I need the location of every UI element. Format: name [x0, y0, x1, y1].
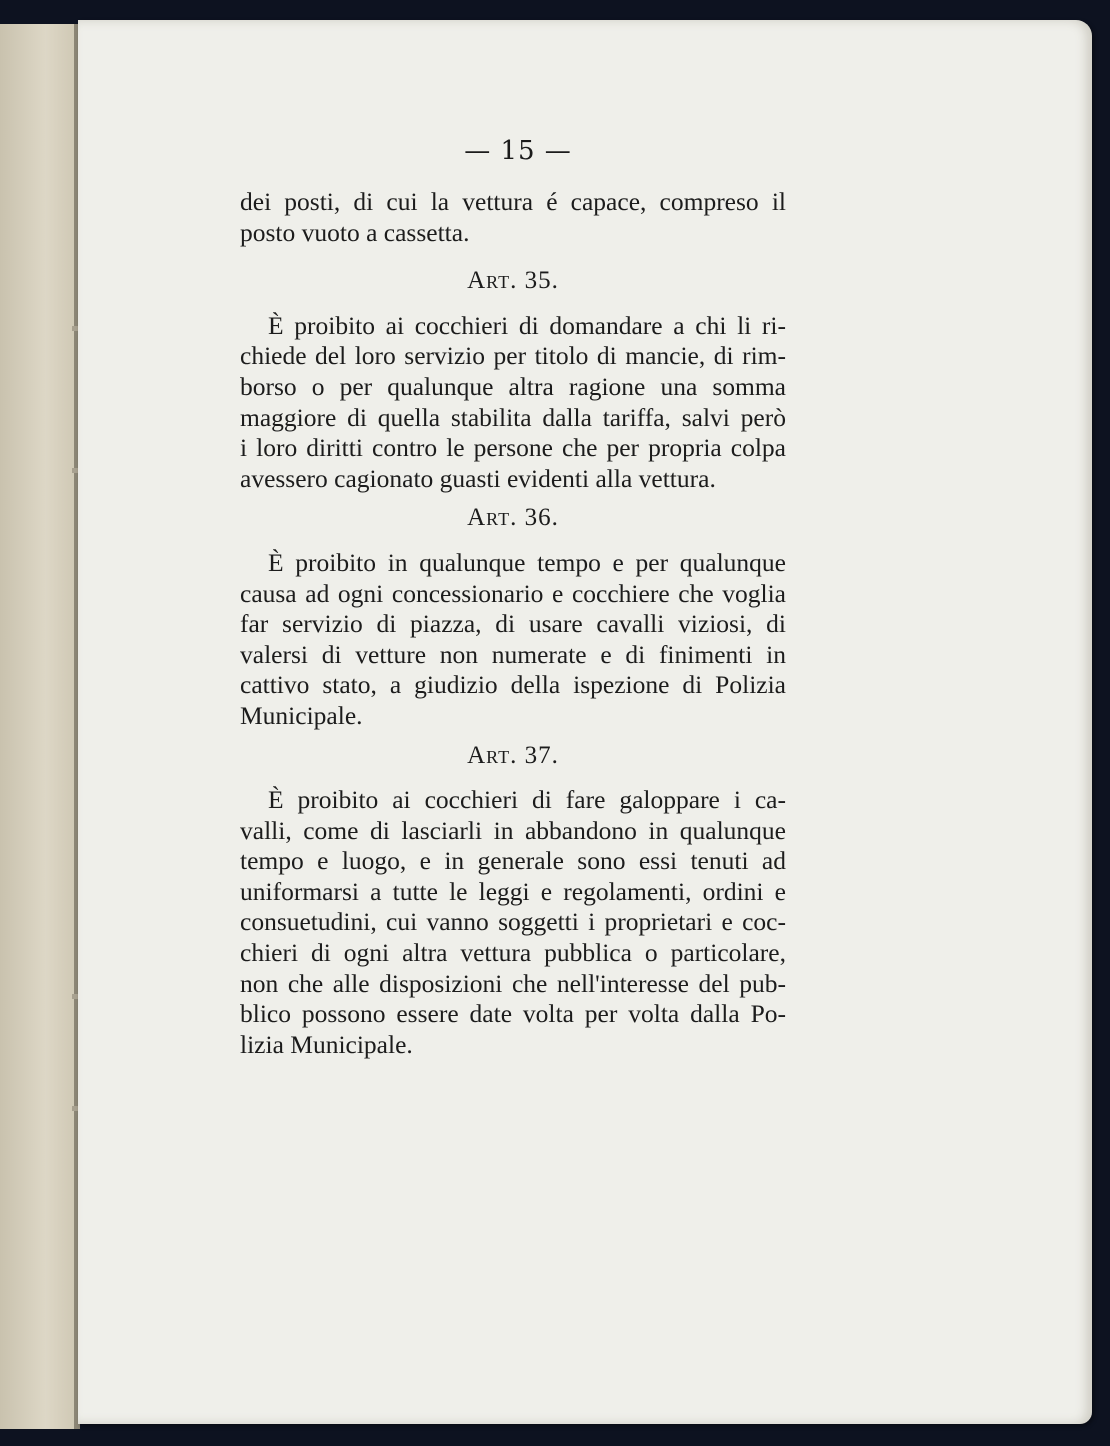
text-line: chiede del loro servizio per titolo di mancie, di rim- [240, 341, 786, 371]
text-line: È proibito ai cocchieri di fare galoppare i ca- [268, 785, 786, 815]
intro-paragraph [240, 187, 786, 248]
article-37-heading: Art. 37. [467, 741, 559, 769]
text-line: posto vuoto a cassetta. [240, 217, 470, 247]
article-36-paragraph [240, 548, 786, 732]
article-35-heading: Art. 35. [467, 267, 559, 295]
text-line: Municipale. [240, 700, 363, 730]
text-line: chieri di ogni altra vettura pubblica o particolare, [240, 938, 786, 968]
text-line: i loro diritti contro le persone che per propria colpa [240, 433, 786, 463]
text-line: non che alle disposizioni che nell'interesse del pub- [240, 968, 786, 998]
text-line: consuetudini, cui vanno soggetti i proprietari e coc- [240, 907, 786, 937]
text-line: borso o per qualunque altra ragione una somma [240, 371, 786, 401]
page-number: — 15 — [464, 136, 572, 166]
text-line: causa ad ogni concessionario e cocchiere che voglia [240, 578, 786, 608]
text-line: dei posti, di cui la vettura é capace, compreso il [240, 187, 786, 216]
text-line: È proibito ai cocchieri di domandare a chi li ri- [268, 310, 786, 340]
text-line: valersi di vetture non numerate e di finimenti in [240, 639, 786, 669]
text-line: È proibito in qualunque tempo e per qualunque [268, 547, 786, 577]
text-line: lizia Municipale. [240, 1029, 413, 1059]
text-line: maggiore di quella stabilita dalla tariffa, salvi però [240, 402, 786, 432]
article-35-paragraph [240, 311, 786, 495]
left-page-edge [0, 24, 76, 1429]
text-line: far servizio di piazza, di usare cavalli viziosi, di [240, 609, 786, 639]
text-line: cattivo stato, a giudizio della ispezione di Polizia [240, 670, 786, 700]
article-36-heading: Art. 36. [467, 504, 559, 532]
page-text [240, 187, 786, 1060]
article-37-paragraph [240, 785, 786, 1060]
text-line: uniformarsi a tutte le leggi e regolamenti, ordini e [240, 876, 786, 906]
text-line: tempo e luogo, e in generale sono essi tenuti ad [240, 846, 786, 876]
text-line: avessero cagionato guasti evidenti alla vettura. [240, 463, 716, 493]
text-line: valli, come di lasciarli in abbandono in qualunque [240, 815, 786, 845]
text-line: blico possono essere date volta per volta dalla Po- [240, 999, 786, 1029]
